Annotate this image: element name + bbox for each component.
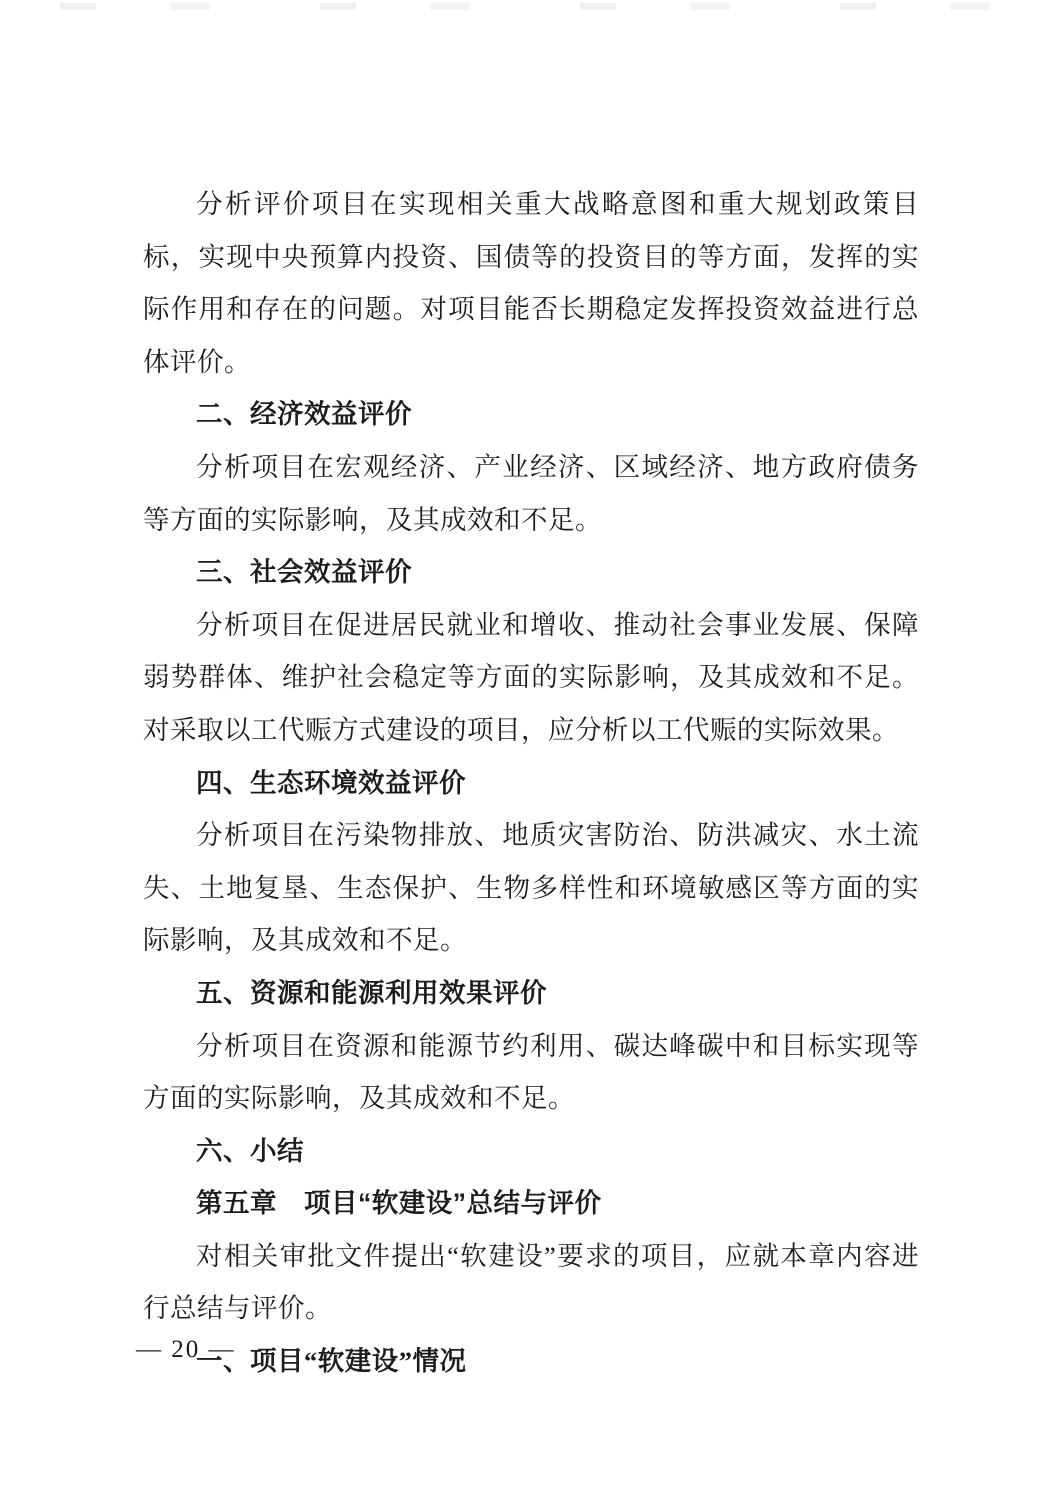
page-number: — 20 — xyxy=(136,1336,236,1363)
chapter-heading-soft-construction: 第五章 项目“软建设”总结与评价 xyxy=(196,1188,602,1219)
paragraph-overall-evaluation: 分析评价项目在实现相关重大战略意图和重大规划政策目标，实现中央预算内投资、国债等的投资目的等方面，发挥的实际作用和存在的问题。对项目能否长期稳定发挥投资效益进行总体评价。 xyxy=(143,189,919,377)
section-heading-resource-energy: 五、资源和能源利用效果评价 xyxy=(196,977,547,1008)
paragraph-economic-benefit: 分析项目在宏观经济、产业经济、区域经济、地方政府债务等方面的实际影响，及其成效和不足。 xyxy=(143,451,919,535)
section-heading-soft-construction-status: 一、项目“软建设”情况 xyxy=(196,1346,467,1377)
paragraph-ecological-benefit: 分析项目在污染物排放、地质灾害防治、防洪减灾、水土流失、土地复垦、生态保护、生物多样性和环境敏感区等方面的实际影响，及其成效和不足。 xyxy=(143,820,919,956)
section-heading-ecological-benefit: 四、生态环境效益评价 xyxy=(196,767,466,798)
document-body xyxy=(143,178,919,1388)
paragraph-resource-energy: 分析项目在资源和能源节约利用、碳达峰碳中和目标实现等方面的实际影响，及其成效和不足。 xyxy=(143,1030,919,1114)
paragraph-social-benefit: 分析项目在促进居民就业和增收、推动社会事业发展、保障弱势群体、维护社会稳定等方面的实际影响，及其成效和不足。对采取以工代赈方式建设的项目，应分析以工代赈的实际效果。 xyxy=(143,609,919,745)
section-heading-economic-benefit: 二、经济效益评价 xyxy=(196,399,412,430)
scan-artifact xyxy=(60,3,1030,10)
section-heading-summary: 六、小结 xyxy=(196,1135,304,1166)
section-heading-social-benefit: 三、社会效益评价 xyxy=(196,557,412,588)
paragraph-soft-construction-intro: 对相关审批文件提出“软建设”要求的项目，应就本章内容进行总结与评价。 xyxy=(143,1240,919,1324)
